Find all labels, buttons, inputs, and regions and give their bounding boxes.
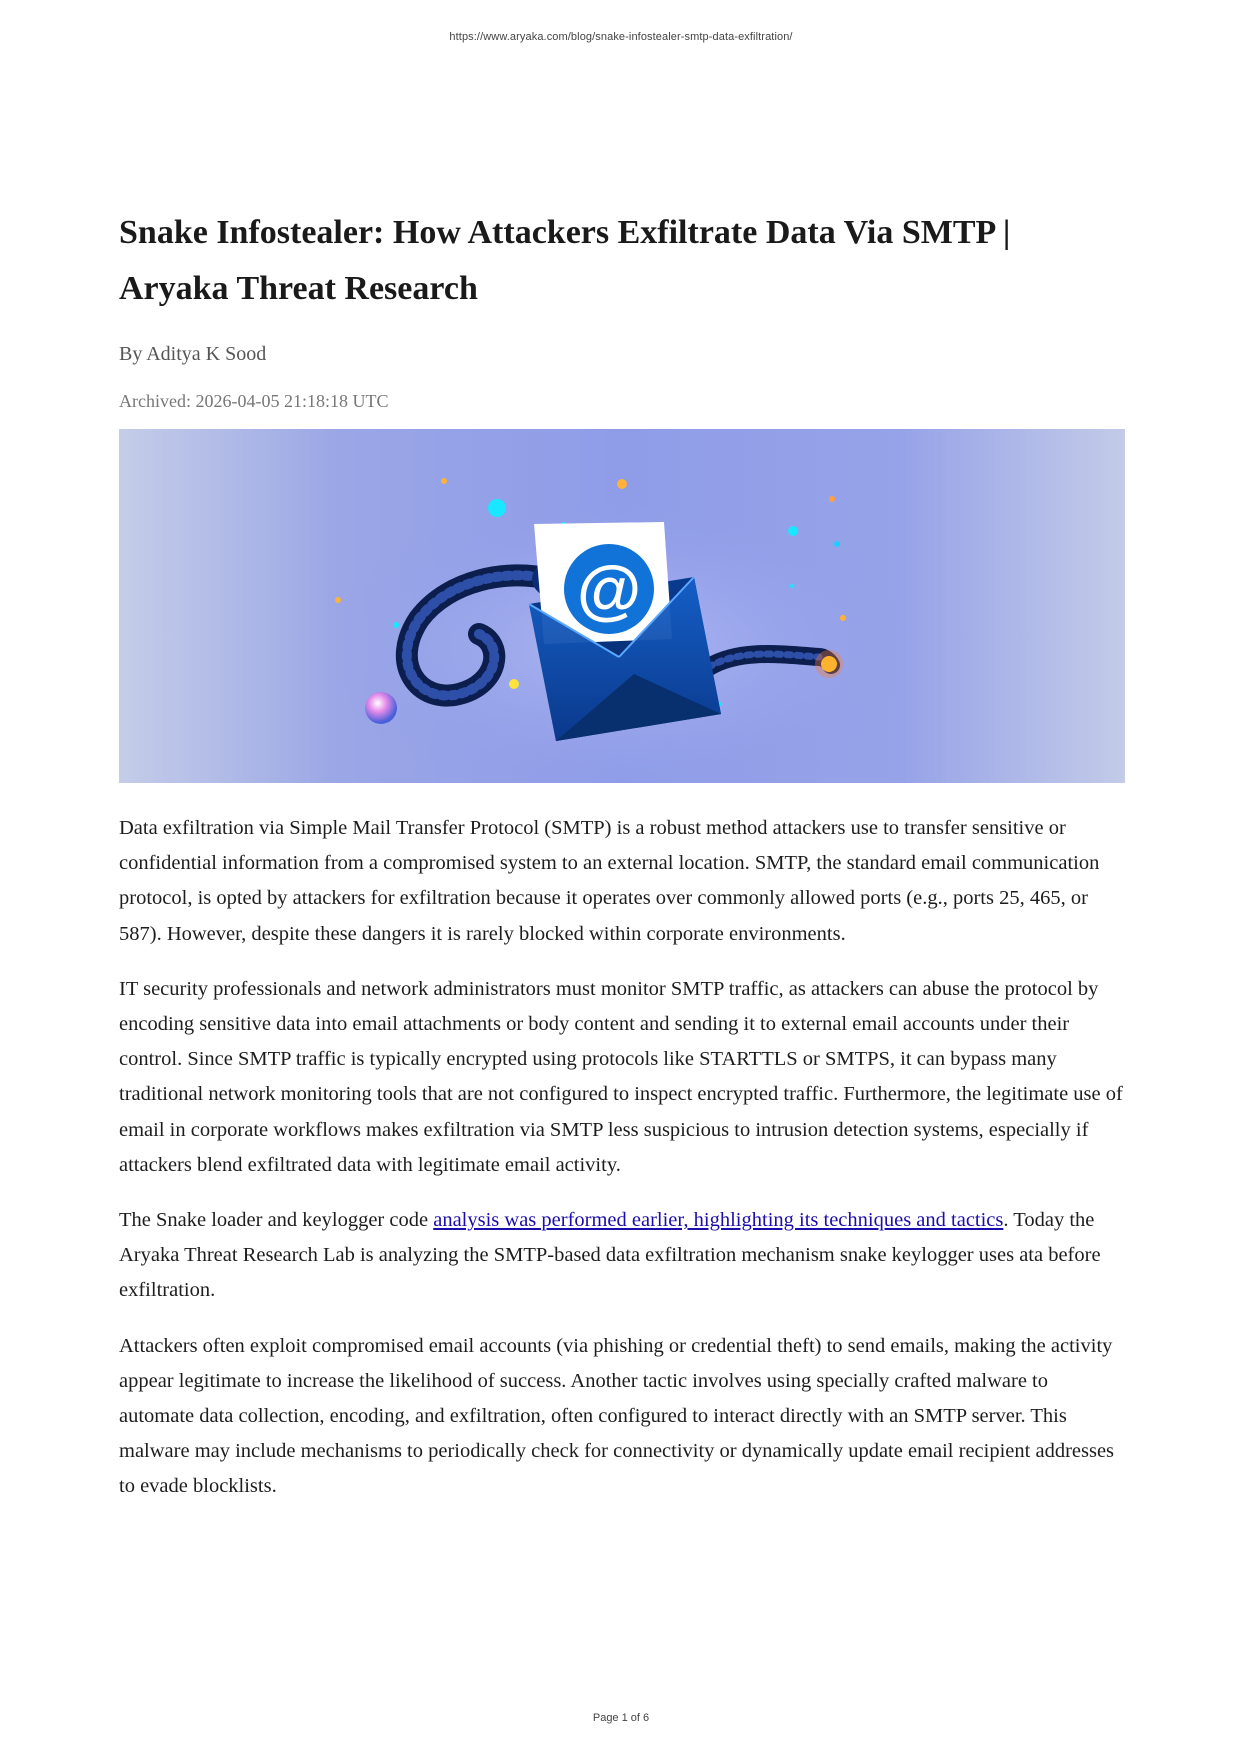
page-number: Page 1 of 6: [592, 1712, 650, 1724]
analysis-link[interactable]: analysis was performed earlier, highlighting its techniques and tactics: [433, 1209, 1004, 1232]
article-title: Snake Infostealer: How Attackers Exfiltrate Data Via SMTP | Aryaka Threat Research: [119, 214, 1011, 307]
spark-yellow: [509, 679, 519, 689]
hero-image: [119, 429, 1125, 783]
article-body: [119, 811, 1125, 1505]
paragraph-4: Attackers often exploit compromised email accounts (via phishing or credential theft) to send emails, making the activity appear legitimate to increase the likelihood of success. Another tactic involves using specially crafted malware to automate data collection, encoding, and exfiltration, often configured to interact directly with an SMTP server. This malware may include mechanisms to periodically check for connectivity or dynamically update email recipient addresses to evade blocklists.: [119, 1334, 1115, 1498]
glowing-orb-icon: [365, 692, 397, 724]
article-byline: By Aditya K Sood: [119, 343, 267, 365]
paragraph-1: Data exfiltration via Simple Mail Transfer Protocol (SMTP) is a robust method attackers use to transfer sensitive or confidential information from a compromised system to an external location. SMTP, the standard email communication protocol, is opted by attackers for exfiltration because it operates over commonly allowed ports (e.g., ports 25, 465, or 587). However, despite these dangers it is rarely blocked within corporate environments.: [119, 817, 1100, 945]
svg-text:@: @: [576, 552, 642, 626]
archived-timestamp: Archived: 2026-04-05 21:18:18 UTC: [119, 391, 389, 411]
article: [119, 205, 1125, 1525]
paragraph-3-lead: The Snake loader and keylogger code: [119, 1209, 434, 1232]
paragraph-2: IT security professionals and network administrators must monitor SMTP traffic, as attackers can abuse the protocol by encoding sensitive data into email attachments or body content and sending it to external email accounts under their control. Since SMTP traffic is typically encrypted using protocols like STARTTLS or SMTPS, it can bypass many traditional network monitoring tools that are not configured to inspect encrypted traffic. Furthermore, the legitimate use of email in corporate workflows makes exfiltration via SMTP less suspicious to intrusion detection systems, especially if attackers blend exfiltrated data with legitimate email activity.: [119, 977, 1123, 1176]
paragraph-3: [119, 1203, 1125, 1309]
paragraph-3-tail: . Today the Aryaka Threat Research Lab is analyzing the SMTP-based data exfiltration mechanism snake keylogger uses ata before exfiltration.: [119, 1209, 1101, 1302]
page-url: https://www.aryaka.com/blog/snake-infostealer-smtp-data-exfiltration/: [449, 31, 793, 43]
